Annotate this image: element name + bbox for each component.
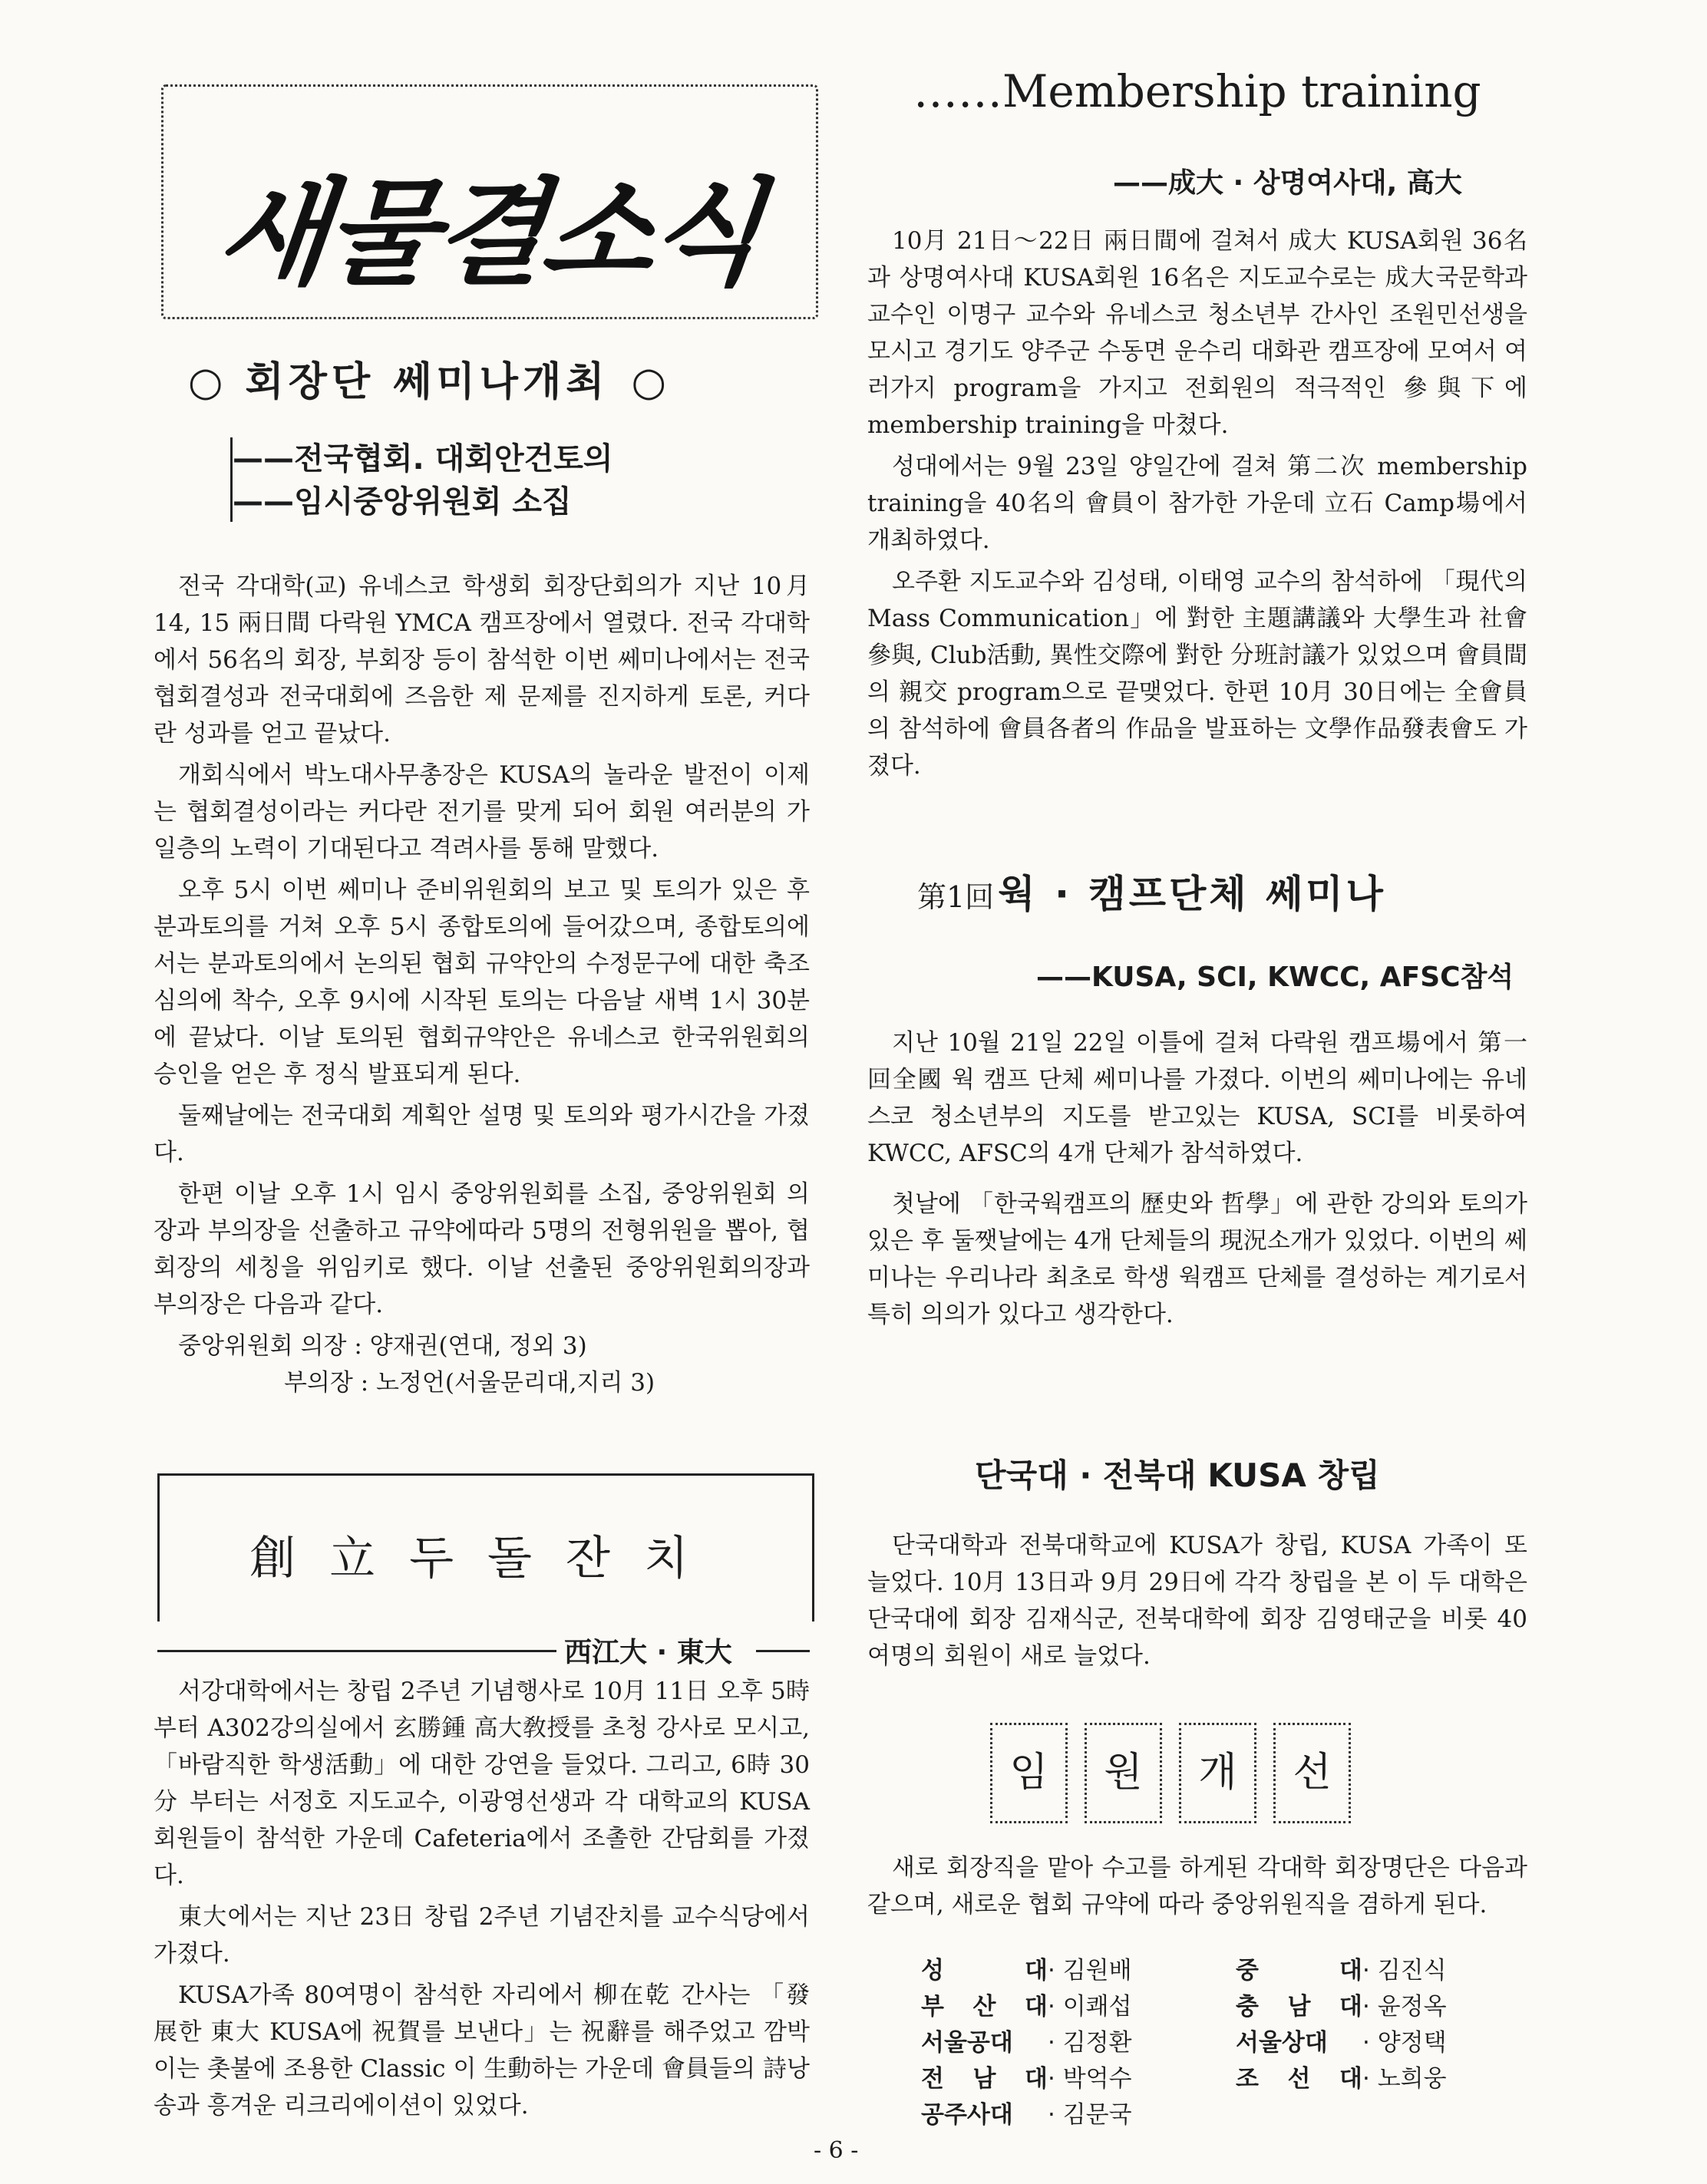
anniversary-byline: 西江大 · 東大: [564, 1637, 732, 1668]
officers-heading: [990, 1723, 1368, 1823]
officer-school: 충 남 대: [1236, 1993, 1362, 2021]
officer-name: · 윤정옥: [1362, 1993, 1447, 2021]
paragraph: 단국대학과 전북대학교에 KUSA가 창립, KUSA 가족이 또 늘었다. 10月 13日과 9月 29日에 각각 창립을 본 이 두 대학은 단국대에 회장 김재식군, 전북대학에 회장 김영태군을 비롯 40여명의 회원이 새로 늘었다.: [867, 1532, 1527, 1670]
paragraph: 지난 10월 21일 22일 이틀에 걸쳐 다락원 캠프場에서 第一回全國 웍 캠프 단체 쎄미나를 가졌다. 이번의 쎄미나에는 유네스코 청소년부의 지도를 받고있는 KUSA, SCI를 비롯하여 KWCC, AFSC의 4개 단체가 참석하였다.: [867, 1029, 1527, 1167]
circle-left: ○: [188, 359, 223, 405]
workcamp-heading: [917, 863, 1386, 919]
paragraph: 개회식에서 박노대사무총장은 KUSA의 놀라운 발전이 이제는 협회결성이라는 커다란 전기를 맞게 되어 회원 여러분의 가일층의 노력이 기대된다고 격려사를 통해 말했다.: [154, 761, 810, 863]
circle-right: ○: [631, 359, 666, 405]
paragraph: 새로 회장직을 맡아 수고를 하게된 각대학 회장명단은 다음과 같으며, 새로운 협회 규약에 따라 중앙위원직을 겸하게 된다.: [867, 1854, 1527, 1918]
vice-line: 부의장 : 노정언(서울문리대,지리 3): [284, 1369, 655, 1397]
officer-school: 서울상대: [1236, 2029, 1328, 2057]
training-body: [867, 223, 1527, 789]
seminar-sub1: ——전국협회. 대회안건토의: [233, 441, 613, 477]
page-number: - 6 -: [814, 2137, 859, 2164]
officer-school: 부 산 대: [921, 1993, 1048, 2021]
seminar-subheading-bracket: [230, 437, 613, 522]
masthead-title: 새물결소식: [211, 167, 766, 301]
officers-list: [921, 1953, 1566, 2133]
paragraph: 첫날에 「한국웍캠프의 歷史와 哲學」에 관한 강의와 토의가 있은 후 둘쨋날에는 4개 단체들의 現況소개가 있었다. 이번의 쎄미나는 우리나라 최초로 학생 웍캠프 단체를 결성하는 계기로서 특히 의의가 있다고 생각한다.: [867, 1190, 1527, 1328]
paragraph: 東大에서는 지난 23日 창립 2주년 기념잔치를 교수식당에서 가졌다.: [154, 1903, 810, 1968]
officer-name: · 김원배: [1048, 1957, 1132, 1984]
officer-box: 선: [1273, 1723, 1351, 1823]
training-byline: ——成大 · 상명여사대, 高大: [1113, 167, 1462, 199]
officer-name: · 김정환: [1048, 2029, 1132, 2057]
officer-name: · 노희웅: [1362, 2065, 1447, 2093]
officer-row: [921, 1953, 1566, 1989]
seminar-title: 회장단 쎄미나개최: [245, 359, 609, 405]
officer-row: [921, 2025, 1566, 2061]
officer-name: · 김진식: [1362, 1957, 1447, 1984]
byline-rule-right: [756, 1650, 810, 1652]
paragraph: 한편 이날 오후 1시 임시 중앙위원회를 소집, 중앙위원회 의장과 부의장을 선출하고 규약에따라 5명의 전형위원을 뽑아, 협회장의 세칭을 위임키로 했다. 이날 선출된 중앙위원회의장과 부의장은 다음과 같다.: [154, 1180, 810, 1318]
byline-rule-left: [157, 1650, 556, 1652]
anniversary-box: [157, 1473, 814, 1622]
officer-school: 성 대: [921, 1957, 1048, 1984]
officer-name: · 김문국: [1048, 2101, 1132, 2129]
anniversary-title: 創立두돌잔치: [249, 1532, 722, 1585]
officer-name: · 이쾌섭: [1048, 1993, 1132, 2021]
officer-school: 전 남 대: [921, 2065, 1048, 2093]
officer-school: 서울공대: [921, 2029, 1013, 2057]
officer-row: [921, 2061, 1566, 2097]
masthead-box: [161, 84, 818, 319]
paragraph: 오후 5시 이번 쎄미나 준비위원회의 보고 및 토의가 있은 후 분과토의를 거쳐 오후 5시 종합토의에 들어갔으며, 종합토의에서는 분과토의에서 논의된 협회 규약안의 수정문구에 대한 축조심의에 착수, 오후 9시에 시작된 토의는 다음날 새벽 1시 30분에 끝났다. 이날 토의된 협회규약안은 유네스코 한국위원회의 승인을 얻은 후 정식 발표되게 된다.: [154, 876, 810, 1088]
officer-name: · 양정택: [1362, 2029, 1447, 2057]
seminar-body: [154, 568, 810, 1401]
workcamp-heading-prefix: 第1回: [917, 880, 995, 914]
officer-school: 공주사대: [921, 2101, 1013, 2129]
officer-school: 중 대: [1236, 1957, 1362, 1984]
workcamp-body: [867, 1024, 1527, 1338]
anniversary-body: [154, 1673, 810, 2129]
chair-line: 중앙위원회 의장 : 양재권(연대, 정외 3): [178, 1332, 587, 1360]
officer-school: 조 선 대: [1236, 2065, 1362, 2093]
seminar-sub2: ——임시중앙위원회 소집: [233, 484, 572, 520]
officer-row: [921, 2097, 1566, 2133]
founding-heading: 단국대 · 전북대 KUSA 창립: [975, 1457, 1380, 1494]
officer-row: [921, 1989, 1566, 2025]
paragraph: 전국 각대학(교) 유네스코 학생회 회장단회의가 지난 10月 14, 15 兩日間 다락원 YMCA 캠프장에서 열렸다. 전국 각대학에서 56名의 회장, 부회장 등이 참석한 이번 쎄미나에서는 전국협회결성과 전국대회에 즈음한 제 문제를 진지하게 토론, 커다란 성과를 얻고 끝났다.: [154, 572, 810, 747]
workcamp-title: 웍 · 캠프단체 쎄미나: [998, 872, 1386, 916]
paragraph: 오주환 지도교수와 김성태, 이태영 교수의 참석하에 「現代의 Mass Communication」에 對한 主題講議와 大學生과 社會參與, Club活動, 異性交際에 對한 分班討議가 있었으며 會員間의 親交 program으로 끝맺었다. 한편 10月 30日에는 全會員의 참석하에 會員各者의 作品을 발표하는 文學作品發表會도 가졌다.: [867, 568, 1527, 780]
workcamp-byline: ——KUSA, SCI, KWCC, AFSC참석: [1036, 962, 1514, 993]
founding-body: [867, 1527, 1527, 1679]
paragraph: KUSA가족 80여명이 참석한 자리에서 柳在乾 간사는 「發展한 東大 KUSA에 祝賀를 보낸다」는 祝辭를 해주었고 깜박이는 촛불에 조용한 Classic 이 生動하는 가운데 會員들의 詩낭송과 흥겨운 리크리에이션이 있었다.: [154, 1981, 810, 2120]
officer-box: 원: [1085, 1723, 1162, 1823]
paragraph: 둘째날에는 전국대회 계획안 설명 및 토의와 평가시간을 가졌다.: [154, 1102, 810, 1166]
officer-box: 임: [990, 1723, 1068, 1823]
seminar-heading: [188, 349, 802, 407]
officer-name: · 박억수: [1048, 2065, 1132, 2093]
paragraph: 성대에서는 9월 23일 양일간에 걸쳐 第二次 membership training을 40名의 會員이 참가한 가운데 立石 Camp場에서 개최하였다.: [867, 453, 1527, 554]
paragraph: 10月 21日～22日 兩日間에 걸쳐서 成大 KUSA회원 36名과 상명여사대 KUSA회원 16名은 지도교수로는 成大국문학과교수인 이명구 교수와 유네스코 청소년부 간사인 조원민선생을 모시고 경기도 양주군 수동면 운수리 대화관 캠프장에 모여서 여러가지 program을 가지고 전회원의 적극적인 參與下에 membership training을 마쳤다.: [867, 227, 1527, 439]
paragraph: 서강대학에서는 창립 2주년 기념행사로 10月 11日 오후 5時부터 A302강의실에서 玄勝鍾 高大敎授를 초청 강사로 모시고, 「바람직한 학생活動」에 대한 강연을 들었다. 그리고, 6時 30分 부터는 서정호 지도교수, 이광영선생과 각 대학교의 KUSA회원들이 참석한 가운데 Cafeteria에서 조촐한 간담회를 가졌다.: [154, 1678, 810, 1889]
officers-intro: [867, 1849, 1527, 1928]
training-heading: ……Membership training: [913, 65, 1481, 117]
officer-box: 개: [1179, 1723, 1256, 1823]
